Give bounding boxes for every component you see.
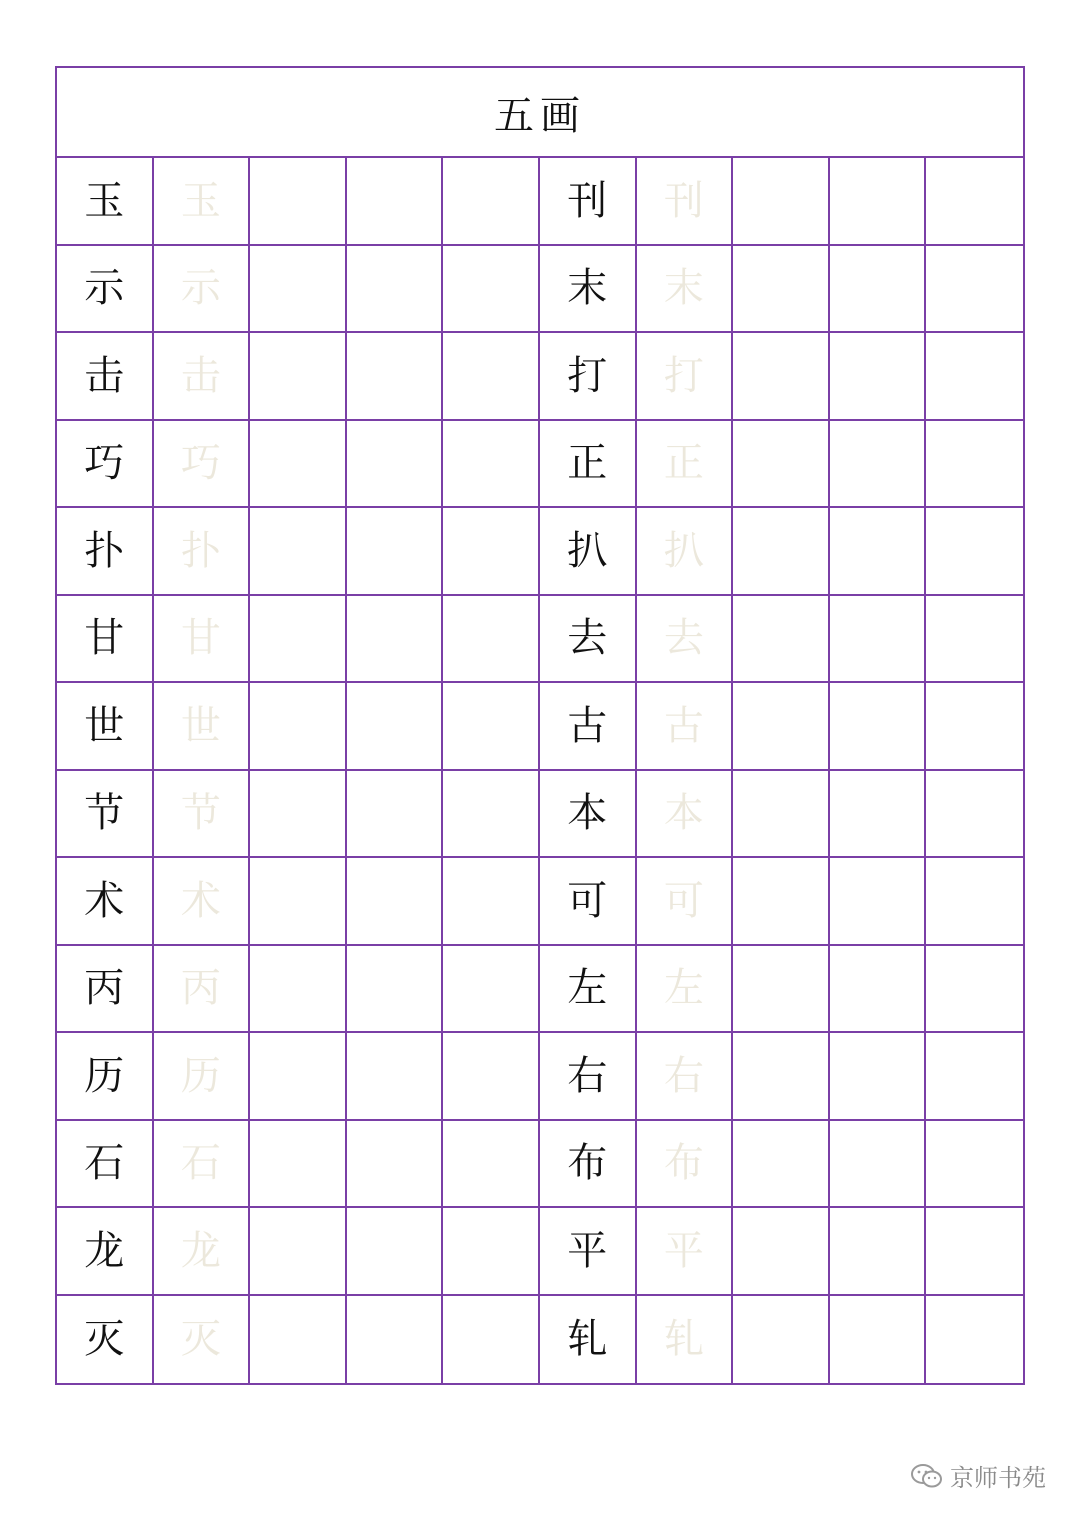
- blank-practice-cell: [733, 158, 830, 246]
- blank-practice-cell: [250, 1033, 347, 1121]
- blank-practice-cell: [347, 158, 444, 246]
- blank-practice-cell: [250, 246, 347, 334]
- trace-char: 去: [637, 596, 734, 684]
- blank-practice-cell: [443, 1121, 540, 1209]
- blank-practice-cell: [347, 421, 444, 509]
- trace-char: 可: [637, 858, 734, 946]
- watermark: [910, 1458, 1046, 1493]
- blank-practice-cell: [733, 1296, 830, 1384]
- blank-practice-cell: [250, 596, 347, 684]
- watermark-text: 京师书苑: [950, 1464, 1046, 1492]
- blank-practice-cell: [347, 333, 444, 421]
- model-char: 世: [57, 683, 154, 771]
- blank-practice-cell: [250, 946, 347, 1034]
- blank-practice-cell: [443, 508, 540, 596]
- model-char: 本: [540, 771, 637, 859]
- blank-practice-cell: [347, 946, 444, 1034]
- blank-practice-cell: [830, 1208, 927, 1296]
- blank-practice-cell: [733, 1033, 830, 1121]
- trace-char: 扑: [154, 508, 251, 596]
- blank-practice-cell: [347, 1033, 444, 1121]
- blank-practice-cell: [733, 246, 830, 334]
- trace-char: 巧: [154, 421, 251, 509]
- blank-practice-cell: [443, 1033, 540, 1121]
- blank-practice-cell: [926, 683, 1023, 771]
- trace-char: 石: [154, 1121, 251, 1209]
- blank-practice-cell: [830, 1033, 927, 1121]
- blank-practice-cell: [830, 158, 927, 246]
- blank-practice-cell: [830, 683, 927, 771]
- blank-practice-cell: [733, 1208, 830, 1296]
- blank-practice-cell: [347, 1296, 444, 1384]
- model-char: 石: [57, 1121, 154, 1209]
- model-char: 布: [540, 1121, 637, 1209]
- wechat-icon: [910, 1463, 944, 1489]
- model-char: 丙: [57, 946, 154, 1034]
- blank-practice-cell: [926, 158, 1023, 246]
- trace-char: 平: [637, 1208, 734, 1296]
- trace-char: 示: [154, 246, 251, 334]
- blank-practice-cell: [250, 1208, 347, 1296]
- model-char: 刊: [540, 158, 637, 246]
- trace-char: 末: [637, 246, 734, 334]
- trace-char: 玉: [154, 158, 251, 246]
- trace-char: 历: [154, 1033, 251, 1121]
- blank-practice-cell: [443, 946, 540, 1034]
- trace-char: 右: [637, 1033, 734, 1121]
- model-char: 巧: [57, 421, 154, 509]
- blank-practice-cell: [926, 1121, 1023, 1209]
- blank-practice-cell: [830, 246, 927, 334]
- blank-practice-cell: [347, 508, 444, 596]
- model-char: 扒: [540, 508, 637, 596]
- blank-practice-cell: [347, 1121, 444, 1209]
- blank-practice-cell: [733, 596, 830, 684]
- model-char: 节: [57, 771, 154, 859]
- blank-practice-cell: [830, 1121, 927, 1209]
- blank-practice-cell: [926, 771, 1023, 859]
- blank-practice-cell: [926, 421, 1023, 509]
- model-char: 龙: [57, 1208, 154, 1296]
- blank-practice-cell: [443, 1296, 540, 1384]
- blank-practice-cell: [347, 858, 444, 946]
- practice-sheet: [55, 66, 1025, 1385]
- blank-practice-cell: [250, 858, 347, 946]
- trace-char: 扒: [637, 508, 734, 596]
- model-char: 灭: [57, 1296, 154, 1384]
- blank-practice-cell: [926, 946, 1023, 1034]
- trace-char: 击: [154, 333, 251, 421]
- trace-char: 丙: [154, 946, 251, 1034]
- blank-practice-cell: [443, 246, 540, 334]
- trace-char: 布: [637, 1121, 734, 1209]
- blank-practice-cell: [733, 508, 830, 596]
- trace-char: 打: [637, 333, 734, 421]
- model-char: 扑: [57, 508, 154, 596]
- blank-practice-cell: [733, 858, 830, 946]
- model-char: 打: [540, 333, 637, 421]
- blank-practice-cell: [830, 333, 927, 421]
- blank-practice-cell: [830, 596, 927, 684]
- blank-practice-cell: [733, 333, 830, 421]
- trace-char: 甘: [154, 596, 251, 684]
- blank-practice-cell: [926, 1296, 1023, 1384]
- model-char: 击: [57, 333, 154, 421]
- model-char: 古: [540, 683, 637, 771]
- blank-practice-cell: [830, 1296, 927, 1384]
- blank-practice-cell: [250, 158, 347, 246]
- blank-practice-cell: [830, 858, 927, 946]
- model-char: 右: [540, 1033, 637, 1121]
- trace-char: 左: [637, 946, 734, 1034]
- blank-practice-cell: [443, 333, 540, 421]
- blank-practice-cell: [926, 508, 1023, 596]
- trace-char: 世: [154, 683, 251, 771]
- model-char: 历: [57, 1033, 154, 1121]
- model-char: 玉: [57, 158, 154, 246]
- character-grid: [57, 158, 1023, 1383]
- model-char: 轧: [540, 1296, 637, 1384]
- blank-practice-cell: [443, 1208, 540, 1296]
- blank-practice-cell: [250, 333, 347, 421]
- trace-char: 术: [154, 858, 251, 946]
- blank-practice-cell: [926, 858, 1023, 946]
- blank-practice-cell: [347, 771, 444, 859]
- blank-practice-cell: [347, 683, 444, 771]
- blank-practice-cell: [733, 421, 830, 509]
- blank-practice-cell: [347, 1208, 444, 1296]
- blank-practice-cell: [733, 683, 830, 771]
- model-char: 去: [540, 596, 637, 684]
- blank-practice-cell: [733, 1121, 830, 1209]
- trace-char: 节: [154, 771, 251, 859]
- blank-practice-cell: [926, 333, 1023, 421]
- blank-practice-cell: [926, 596, 1023, 684]
- blank-practice-cell: [830, 508, 927, 596]
- trace-char: 灭: [154, 1296, 251, 1384]
- model-char: 甘: [57, 596, 154, 684]
- model-char: 平: [540, 1208, 637, 1296]
- trace-char: 龙: [154, 1208, 251, 1296]
- trace-char: 正: [637, 421, 734, 509]
- blank-practice-cell: [926, 1033, 1023, 1121]
- blank-practice-cell: [830, 946, 927, 1034]
- model-char: 正: [540, 421, 637, 509]
- model-char: 左: [540, 946, 637, 1034]
- trace-char: 本: [637, 771, 734, 859]
- blank-practice-cell: [830, 771, 927, 859]
- sheet-title: 五画: [57, 68, 1023, 158]
- blank-practice-cell: [250, 421, 347, 509]
- blank-practice-cell: [250, 1121, 347, 1209]
- trace-char: 刊: [637, 158, 734, 246]
- trace-char: 轧: [637, 1296, 734, 1384]
- blank-practice-cell: [347, 246, 444, 334]
- blank-practice-cell: [733, 946, 830, 1034]
- blank-practice-cell: [250, 771, 347, 859]
- blank-practice-cell: [443, 421, 540, 509]
- blank-practice-cell: [733, 771, 830, 859]
- blank-practice-cell: [443, 858, 540, 946]
- blank-practice-cell: [443, 596, 540, 684]
- model-char: 示: [57, 246, 154, 334]
- blank-practice-cell: [926, 1208, 1023, 1296]
- blank-practice-cell: [926, 246, 1023, 334]
- blank-practice-cell: [250, 508, 347, 596]
- model-char: 末: [540, 246, 637, 334]
- blank-practice-cell: [443, 683, 540, 771]
- blank-practice-cell: [250, 1296, 347, 1384]
- blank-practice-cell: [443, 158, 540, 246]
- blank-practice-cell: [830, 421, 927, 509]
- trace-char: 古: [637, 683, 734, 771]
- blank-practice-cell: [250, 683, 347, 771]
- blank-practice-cell: [443, 771, 540, 859]
- model-char: 可: [540, 858, 637, 946]
- model-char: 术: [57, 858, 154, 946]
- blank-practice-cell: [347, 596, 444, 684]
